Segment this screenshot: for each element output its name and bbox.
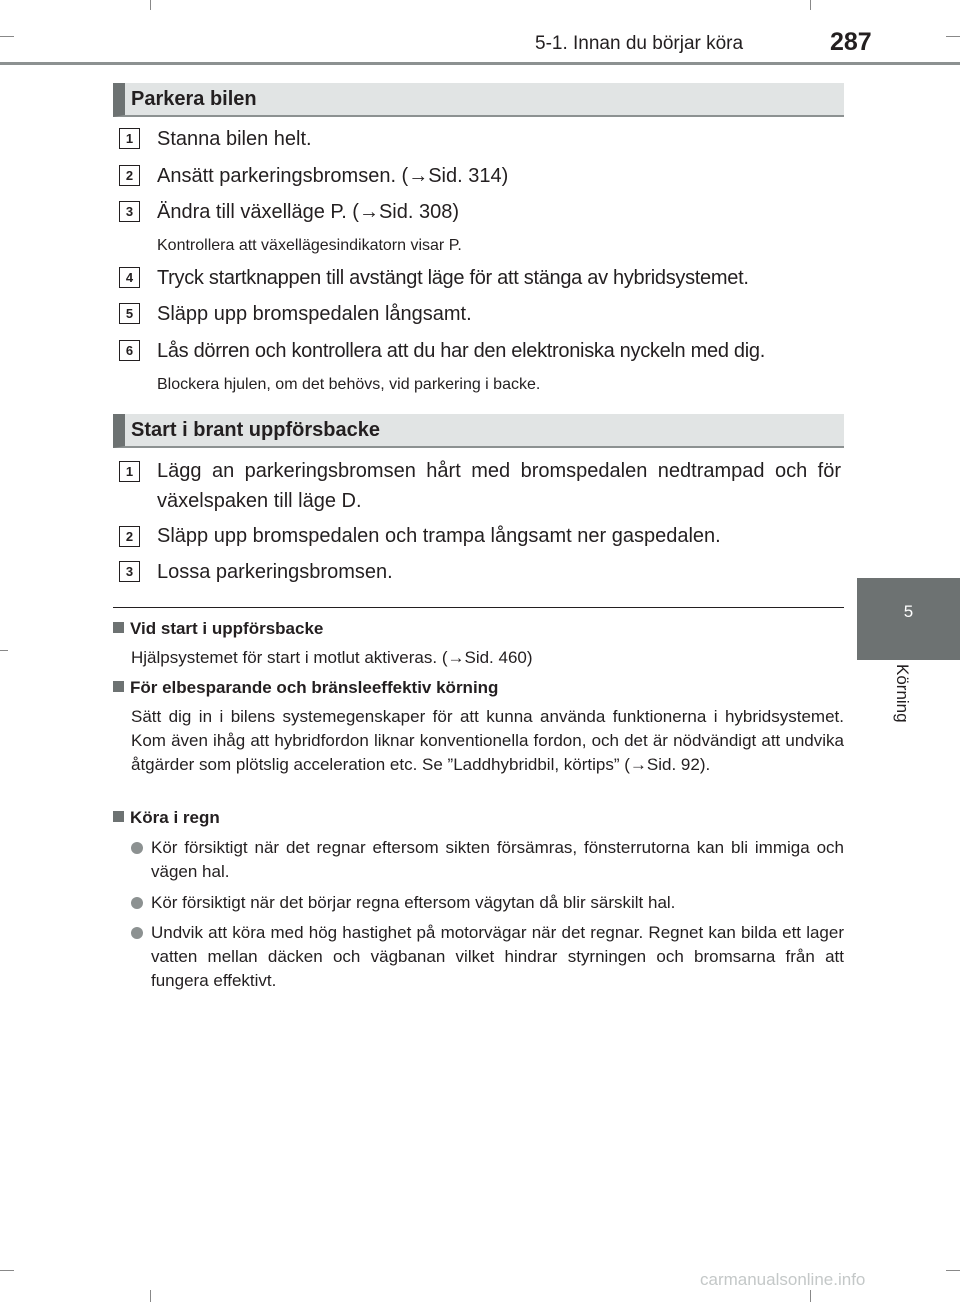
step-number: 2 [119, 526, 140, 547]
step-number: 3 [119, 201, 140, 222]
circle-bullet-icon [131, 897, 143, 909]
header-rule [0, 62, 960, 65]
bullet-text: Undvik att köra med hög hastighet på motorvägar när det regnar. Regnet kan bilda ett lager vatten mellan däcken och vägbanan vilket hindrar styrningen och bromsarna från att fungera effektivt. [151, 923, 844, 990]
crop-mark [150, 1290, 151, 1302]
step-text: Stanna bilen helt. [157, 128, 312, 150]
note-heading-text: För elbesparande och bränsleeffektiv körning [130, 678, 499, 697]
step-text: Släpp upp bromspedalen långsamt. [157, 303, 472, 325]
step-number: 3 [119, 561, 140, 582]
step-number: 1 [119, 128, 140, 149]
crop-mark [0, 650, 8, 651]
note-bullet [131, 836, 844, 884]
chapter-tab [857, 578, 960, 660]
note-heading-text: Köra i regn [130, 808, 220, 827]
circle-bullet-icon [131, 927, 143, 939]
step-text: Tryck startknappen till avstängt läge för att stänga av hybridsystemet. [157, 267, 749, 289]
crop-mark [810, 1290, 811, 1302]
header-section-title: 5-1. Innan du börjar köra [535, 33, 744, 54]
step-number: 1 [119, 461, 140, 482]
crop-mark [0, 36, 14, 37]
crop-mark [946, 36, 960, 37]
step-text: Ansätt parkeringsbromsen. (→Sid. 314) [157, 165, 509, 187]
square-bullet-icon [113, 622, 124, 633]
watermark: carmanualsonline.info [700, 1270, 866, 1289]
step-text: Lossa parkeringsbromsen. [157, 561, 393, 583]
chapter-label: Körning [893, 664, 912, 723]
square-bullet-icon [113, 811, 124, 822]
step-text: Släpp upp bromspedalen och trampa långsamt ner gaspedalen. [157, 525, 721, 547]
step-sub-note: Kontrollera att växellägesindikatorn visar P. [157, 237, 462, 254]
crop-mark [946, 1270, 960, 1271]
note-bullet [131, 921, 844, 993]
note-body: Hjälpsystemet för start i motlut aktiveras. (→Sid. 460) [131, 648, 533, 667]
section-title: Start i brant uppförsbacke [131, 419, 380, 441]
step-number: 6 [119, 340, 140, 361]
crop-mark [0, 1270, 14, 1271]
chapter-number: 5 [903, 602, 914, 621]
note-heading [113, 808, 220, 828]
bullet-text: Kör försiktigt när det börjar regna eftersom vägytan då blir särskilt hal. [151, 893, 676, 912]
note-heading [113, 678, 498, 698]
notes-divider [113, 607, 844, 608]
step-text: Lägg an parkeringsbromsen hårt med bromspedalen nedtrampad och för växelspaken till läge D. [157, 460, 841, 512]
crop-mark [150, 0, 151, 10]
step-number: 4 [119, 267, 140, 288]
note-bullet [131, 891, 844, 915]
section-heading-uphill [113, 414, 844, 448]
step-text: Ändra till växelläge P. (→Sid. 308) [157, 201, 460, 223]
circle-bullet-icon [131, 842, 143, 854]
step-text: Lås dörren och kontrollera att du har den elektroniska nyckeln med dig. [157, 340, 765, 362]
section-heading-parking [113, 83, 844, 117]
note-heading [113, 619, 323, 639]
square-bullet-icon [113, 681, 124, 692]
step-number: 2 [119, 165, 140, 186]
page-number: 287 [830, 28, 872, 56]
step-number: 5 [119, 303, 140, 324]
crop-mark [810, 0, 811, 10]
step-sub-note: Blockera hjulen, om det behövs, vid parkering i backe. [157, 376, 541, 393]
section-title: Parkera bilen [131, 88, 257, 110]
note-heading-text: Vid start i uppförsbacke [130, 619, 324, 638]
bullet-text: Kör försiktigt när det regnar eftersom sikten försämras, fönsterrutorna kan bli immiga och vägen hal. [151, 838, 844, 881]
note-body: Sätt dig in i bilens systemegenskaper för att kunna använda funktionerna i hybridsystemet. Kom även ihåg att hybridfordon liknar konventionella fordon, och det är nödvändigt att undvika åtgärder som plötslig acceleration etc. Se ”Laddhybridbil, körtips” (→Sid. 92). [131, 707, 844, 774]
